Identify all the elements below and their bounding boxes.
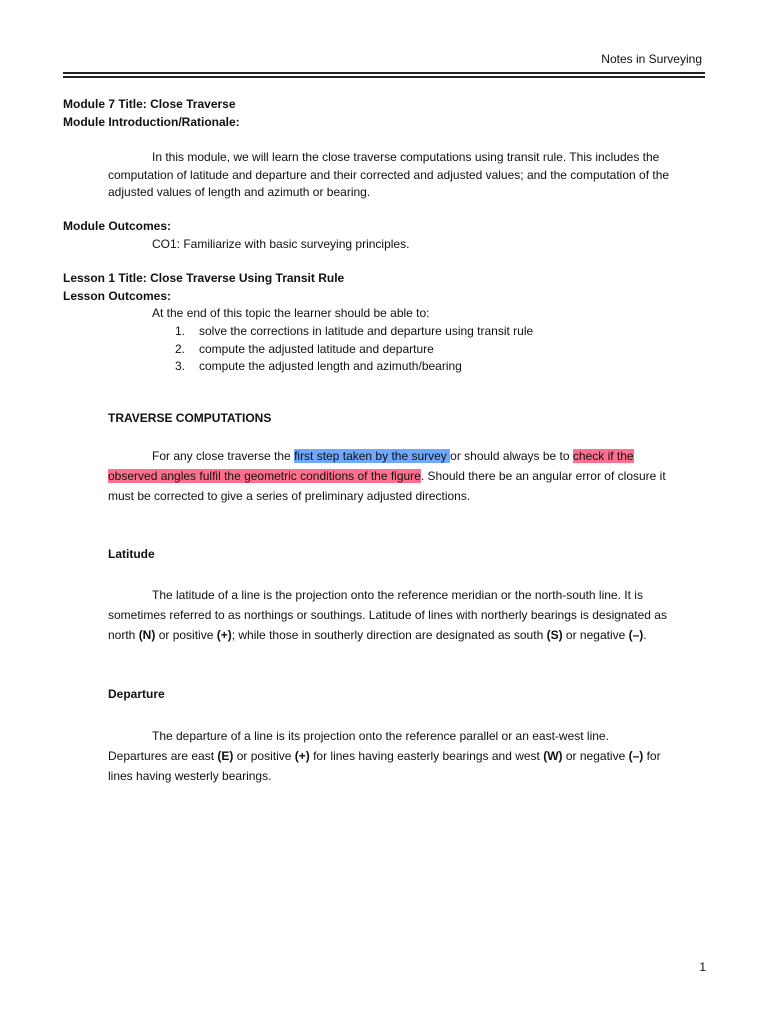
module-outcome-item: CO1: Familiarize with basic surveying principles.: [152, 237, 410, 251]
page-number: 1: [699, 960, 706, 974]
lesson-title: Lesson 1 Title: Close Traverse Using Transit Rule: [63, 271, 345, 285]
module-outcomes-heading: Module Outcomes:: [63, 219, 172, 233]
latitude-heading: Latitude: [108, 547, 155, 561]
departure-heading: Departure: [108, 687, 165, 701]
lesson-outcomes-heading: Lesson Outcomes:: [63, 289, 172, 303]
lesson-outcomes-intro: At the end of this topic the learner should be able to:: [152, 306, 430, 320]
highlight-blue: first step taken by the survey: [294, 449, 451, 463]
list-item: 2. compute the adjusted latitude and departure: [175, 341, 434, 356]
traverse-heading: TRAVERSE COMPUTATIONS: [108, 411, 272, 425]
lesson-outcomes-list: [175, 323, 533, 376]
latitude-paragraph: The latitude of a line is the projection onto the reference meridian or the north-south line. It is sometimes referred to as northings or southings. Latitude of lines with northerly bearings is designated as north (N) or positive (+); while those in southerly direction are designated as south (S) or negative (–).: [108, 588, 667, 642]
list-item: 1. solve the corrections in latitude and departure using transit rule: [175, 324, 534, 338]
list-item: 3. compute the adjusted length and azimuth/bearing: [175, 359, 462, 373]
module-intro-text: In this module, we will learn the close traverse computations using transit rule. This includes the computation of latitude and departure and their corrected and adjusted values; and the computation of the adjusted values of length and azimuth or bearing.: [108, 150, 670, 199]
header-title: Notes in Surveying: [601, 52, 702, 66]
departure-paragraph: The departure of a line is its projection onto the reference parallel or an east-west line. Departures are east (E) or positive (+) for lines having easterly bearings and west (W) or negative (–) for lines having westerly bearings.: [108, 729, 661, 783]
traverse-paragraph: For any close traverse the first step taken by the survey or should always be to check if the observed angles fulfil the geometric conditions of the figure. Should there be an angular error of closure it must be corrected to give a series of preliminary adjusted directions.: [108, 449, 666, 503]
header-rule-top: [63, 72, 705, 74]
header-rule-bottom: [63, 76, 705, 78]
module-intro-heading: Module Introduction/Rationale:: [63, 115, 240, 129]
highlight-pink: observed angles fulfil the geometric conditions of the figure: [108, 469, 421, 483]
module-title: Module 7 Title: Close Traverse: [63, 97, 236, 111]
highlight-pink: check if the: [572, 449, 634, 463]
